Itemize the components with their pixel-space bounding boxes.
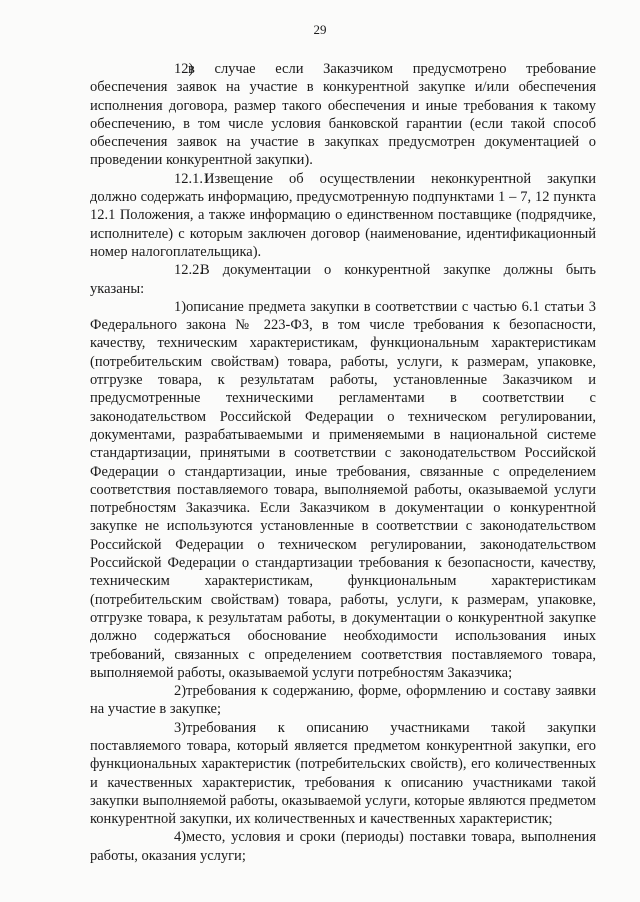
paragraph-item-3 xyxy=(90,719,596,829)
paragraph-text: требования к содержанию, форме, оформлению и составу заявки на участие в закупке; xyxy=(90,683,596,718)
paragraph-text: В документации о конкурентной закупке должны быть указаны: xyxy=(90,262,596,297)
paragraph-text: место, условия и сроки (периоды) поставки товара, выполнения работы, оказания услуги; xyxy=(90,829,596,864)
paragraph-number: 12.1.1. xyxy=(174,170,214,187)
paragraph-item-4 xyxy=(90,828,596,865)
paragraph-text: Извещение об осуществлении неконкурентной закупки должно содержать информацию, предусмотренную подпунктами 1 – 7, 12 пункта 12.1 Положения, а также информацию о единственном поставщике (подрядчике, исполнителе) с которым заключен договор (наименование, идентификационный номер налогоплательщика). xyxy=(90,170,596,260)
paragraph-12-2 xyxy=(90,261,596,298)
paragraph-item-2 xyxy=(90,682,596,719)
paragraph-number: 3) xyxy=(174,719,187,736)
paragraph-number: 2) xyxy=(174,683,187,700)
page-number: 29 xyxy=(313,22,327,37)
paragraph-item-12 xyxy=(90,60,596,170)
paragraph-text: требования к описанию участниками такой закупки поставляемого товара, который является предметом конкурентной закупки, его функциональных характеристик (потребительских свойств), его количественных и качественных характеристик, требования к описанию участниками такой закупки выполняемой работы, оказываемой услуги, которые являются предметом конкурентной закупки, их количественных и качественных характеристик; xyxy=(90,719,596,828)
paragraph-number: 1) xyxy=(174,298,187,315)
paragraph-text: описание предмета закупки в соответствии с частью 6.1 статьи 3 Федерального закона № 223-ФЗ, в том числе требования к безопасности, качеству, техническим характеристикам, функциональным характеристикам (потребительским свойствам) товара, работы, услуги, к размерам, упаковке, отгрузке товара, к результатам работы, установленные Заказчиком и предусмотренные техническими регламентами в соответствии с законодательством Российской Федерации о техническом регулировании, документами, разрабатываемыми и применяемыми в национальной системе стандартизации, принятыми в соответствии с законодательством Российской Федерации о стандартизации, иные требования, связанные с определением соответствия поставляемого товара, выполняемой работы, оказываемой услуги потребностям Заказчика. Если Заказчиком в документации о конкурентной закупке не используются установленные в соответствии с законодательством Российской Федерации о техническом регулировании, законодательством Российской Федерации о стандартизации требования к безопасности, качеству, техническим характеристикам, функциональным характеристикам (потребительским свойствам) товара, работы, услуги, к размерам, упаковке, отгрузке товара, к результатам работы, в документации о конкурентной закупке должно содержаться обоснование необходимости использования иных требований, связанных с определением соответствия поставляемого товара, выполняемой работы, оказываемой услуги потребностям Заказчика; xyxy=(90,298,596,681)
paragraph-12-1-1 xyxy=(90,170,596,261)
paragraph-item-1 xyxy=(90,298,596,682)
paragraph-number: 12.2. xyxy=(174,262,203,279)
paragraph-number: 12) xyxy=(174,61,194,77)
paragraph-text: в случае если Заказчиком предусмотрено требование обеспечения заявок на участие в конкурентной закупке и/или обеспечения исполнения договора, размер такого обеспечения и иные требования к такому обеспечению, в том числе условия банковской гарантии (если такой способ обеспечения заявок на участие в закупках предусмотрен документацией о проведении конкурентной закупки). xyxy=(90,61,596,169)
paragraph-number: 4) xyxy=(174,829,187,846)
document-body xyxy=(90,60,596,865)
